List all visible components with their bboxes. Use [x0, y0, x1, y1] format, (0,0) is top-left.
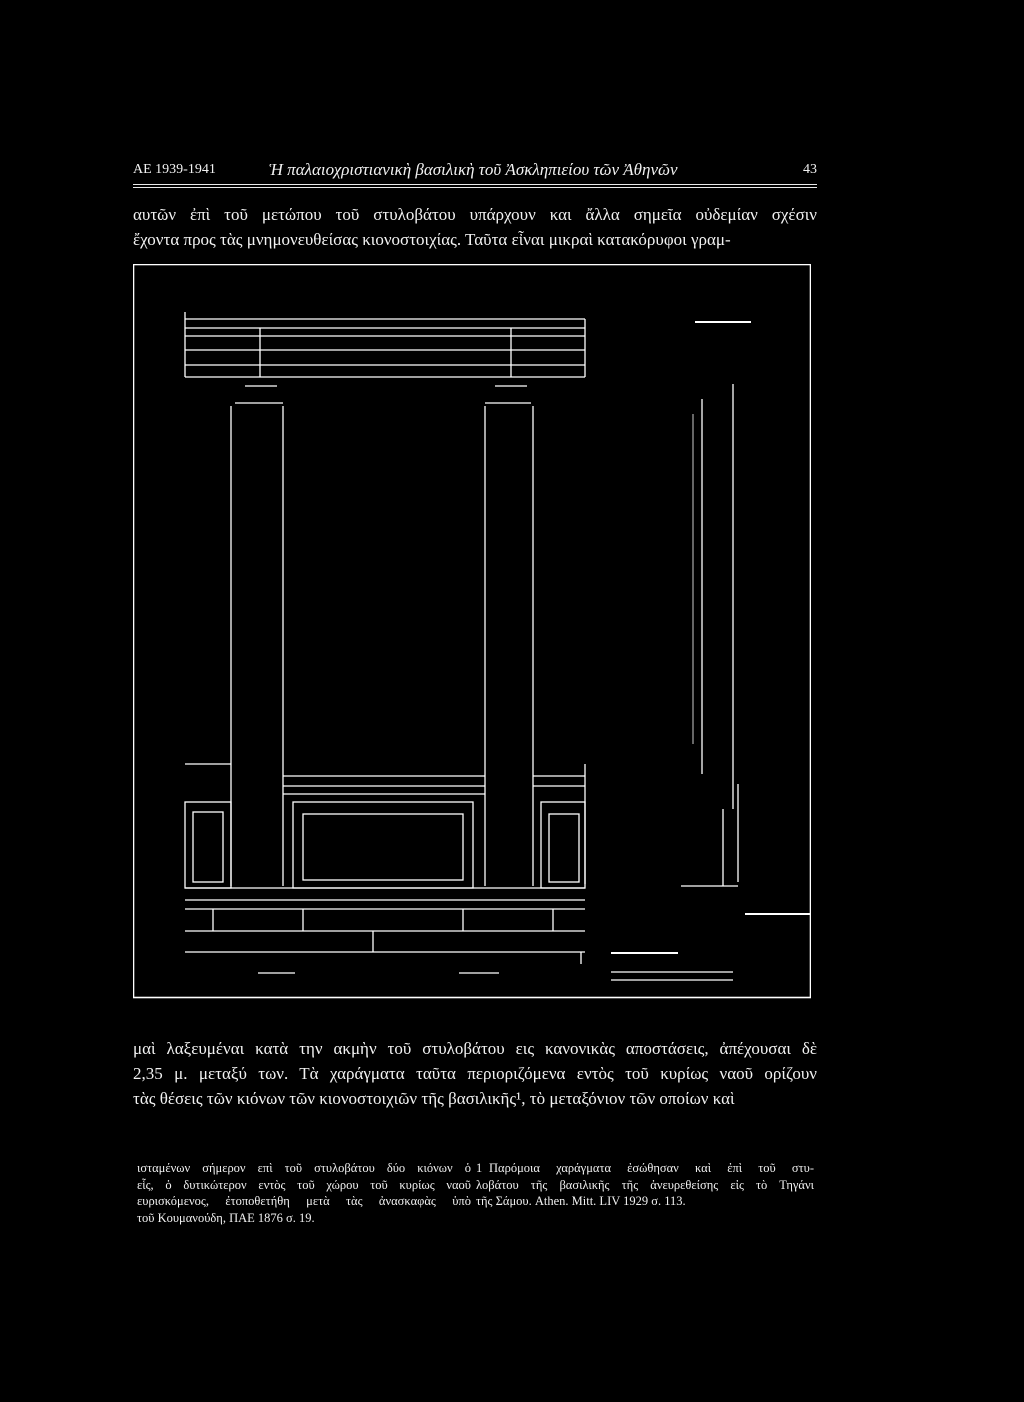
footnote-line: εἷς, ὁ δυτικώτερον εντὸς τοῦ χώρου τοῦ κυρίως ναοῦ	[137, 1177, 471, 1192]
body-paragraph-top	[133, 202, 817, 252]
text-line: ἔχοντα προς τὰς μνημονευθείσας κιονοστοιχίας. Ταῦτα εἶναι μικραὶ κατακόρυφοι γραμ-	[133, 230, 731, 249]
footnote-line: Παρόμοια χαράγματα ἐσώθησαν καὶ ἐπὶ τοῦ στυ-	[489, 1161, 814, 1175]
pedestal-panel	[185, 802, 231, 888]
elevation-drawing-figure	[133, 264, 811, 999]
pedestal-panel-inner	[193, 812, 223, 882]
footnote-continued	[137, 1160, 471, 1226]
footnote-line: ισταμένων σήμερον επὶ τοῦ στυλοβάτου δύο κιόνων ὁ	[137, 1161, 471, 1175]
footnote-number: 1	[476, 1161, 483, 1175]
footnote-line: τῆς Σάμου. Athen. Mitt. LIV 1929 σ. 113.	[476, 1194, 686, 1208]
footnote-line: ευρισκόμενος, ἐτοποθετήθη μετὰ τὰς ἀνασκαφὰς ὑπὸ	[137, 1194, 471, 1208]
running-header	[133, 160, 817, 186]
header-rule	[133, 184, 817, 185]
journal-citation: ΑΕ 1939-1941	[133, 162, 216, 177]
running-title: Ἡ παλαιοχριστιανικὴ βασιλικὴ τοῦ Ἀσκληπιείου τῶν Ἀθηνῶν	[269, 160, 678, 179]
body-paragraph-bottom	[133, 1036, 817, 1111]
text-line: αυτῶν ἐπὶ τοῦ μετώπου τοῦ στυλοβάτου υπάρχουν και ἄλλα σημεῖα οὐδεμίαν σχέσιν	[133, 205, 817, 224]
text-line: μαὶ λαξευμέναι κατὰ την ακμὴν τοῦ στυλοβάτου εις κανονικὰς αποστάσεις, ἀπέχουσαι δὲ	[133, 1039, 817, 1058]
central-pedestal-panel-inner	[303, 814, 463, 880]
footnote-first-line	[476, 1160, 814, 1177]
footnote-line: λοβάτου τῆς βασιλικῆς τῆς ἀνευρεθείσης εἰς τὸ Τηγάνι	[476, 1177, 814, 1192]
pedestal-panel-inner	[549, 814, 579, 882]
text-line: 2,35 μ. μεταξύ των. Τὰ χαράγματα ταῦτα περιοριζόμενα εντὸς τοῦ κυρίως ναοῦ ορίζουν	[133, 1064, 817, 1083]
column-elevation-drawing	[133, 264, 811, 999]
page-number: 43	[803, 162, 817, 177]
header-rule	[133, 187, 817, 188]
text-line: τὰς θέσεις τῶν κιόνων τῶν κιονοστοιχιῶν τῆς βασιλικῆς¹, τὸ μεταξόνιον τῶν οποίων καὶ	[133, 1089, 735, 1108]
central-pedestal-panel	[293, 802, 473, 888]
footnote-1	[476, 1160, 814, 1210]
footnote-line: τοῦ Κουμανούδη, ΠΑΕ 1876 σ. 19.	[137, 1210, 315, 1225]
